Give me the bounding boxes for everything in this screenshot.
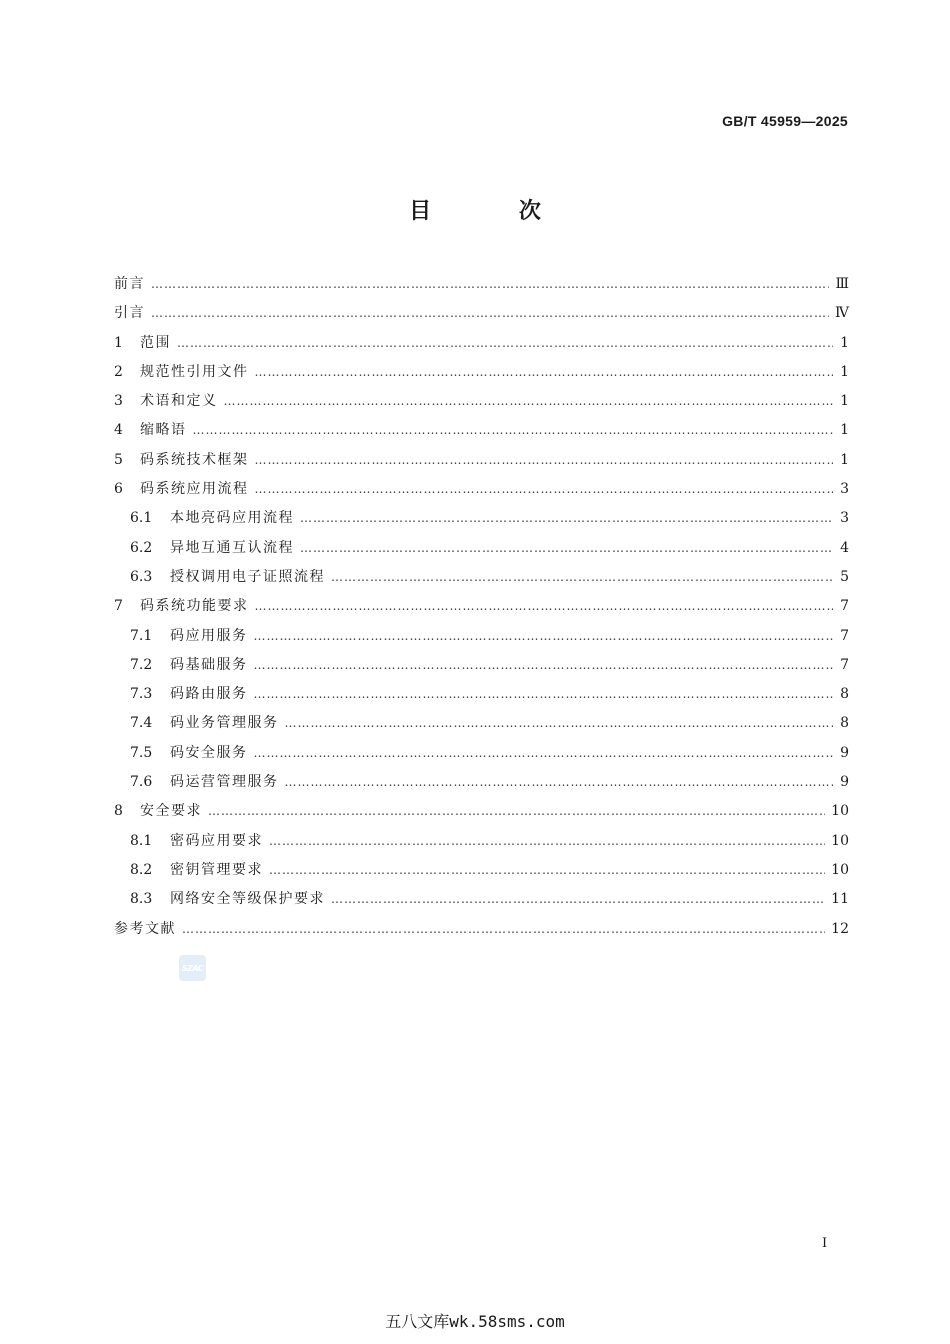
page-title: 目 次 xyxy=(409,199,581,224)
toc-entry-label: 码系统功能要求 xyxy=(140,598,249,615)
toc-entry-label: 范围 xyxy=(140,334,171,351)
toc-entry-number: 8.1 xyxy=(130,832,153,849)
toc-entry-page: 8 xyxy=(840,686,849,703)
toc-dot-leader xyxy=(331,563,833,592)
toc-entry-page: 1 xyxy=(840,422,849,439)
toc-dot-leader xyxy=(255,592,834,621)
toc-entry-label: 安全要求 xyxy=(140,803,202,820)
toc-entry[interactable] xyxy=(114,651,849,680)
toc-entry[interactable] xyxy=(114,446,849,475)
toc-entry[interactable] xyxy=(114,299,849,328)
toc-entry[interactable] xyxy=(114,387,849,416)
toc-entry[interactable] xyxy=(114,504,849,533)
toc-entry-page: 1 xyxy=(840,393,849,410)
toc-entry[interactable] xyxy=(114,358,849,387)
toc-entry-label: 异地互通互认流程 xyxy=(170,539,294,556)
toc-entry[interactable] xyxy=(114,915,849,944)
toc-entry[interactable] xyxy=(114,592,849,621)
table-of-contents xyxy=(114,270,849,944)
toc-dot-leader xyxy=(151,270,829,299)
toc-entry-page: 11 xyxy=(831,891,849,908)
toc-entry-page: 10 xyxy=(831,803,849,820)
toc-entry-number: 3 xyxy=(114,393,123,410)
toc-entry-label: 码运营管理服务 xyxy=(170,774,279,791)
toc-entry-label: 码系统应用流程 xyxy=(140,481,249,498)
toc-entry-number: 8.2 xyxy=(130,861,153,878)
toc-entry[interactable] xyxy=(114,563,849,592)
toc-entry-label: 码系统技术框架 xyxy=(140,451,249,468)
toc-entry-label: 网络安全等级保护要求 xyxy=(170,891,325,908)
toc-entry-page: Ⅲ xyxy=(835,276,849,292)
toc-dot-leader xyxy=(177,329,833,358)
toc-entry-page: Ⅳ xyxy=(835,305,849,322)
toc-entry-label: 码安全服务 xyxy=(170,744,248,761)
toc-dot-leader xyxy=(285,768,834,797)
toc-dot-leader xyxy=(254,739,834,768)
toc-entry-number: 7.6 xyxy=(130,774,153,791)
toc-entry[interactable] xyxy=(114,827,849,856)
toc-entry-number: 6 xyxy=(114,481,123,498)
toc-entry[interactable] xyxy=(114,270,849,299)
toc-entry-page: 1 xyxy=(840,334,849,351)
toc-dot-leader xyxy=(151,299,829,328)
toc-entry-page: 10 xyxy=(831,832,849,849)
toc-entry-label: 密码应用要求 xyxy=(170,832,263,849)
toc-entry-label: 授权调用电子证照流程 xyxy=(170,568,325,585)
toc-entry[interactable] xyxy=(114,329,849,358)
toc-entry[interactable] xyxy=(114,680,849,709)
toc-entry[interactable] xyxy=(114,856,849,885)
toc-entry-label: 密钥管理要求 xyxy=(170,861,263,878)
toc-entry-number: 7.5 xyxy=(130,744,153,761)
toc-entry-page: 10 xyxy=(831,861,849,878)
toc-entry-label: 码路由服务 xyxy=(170,686,248,703)
toc-entry-label: 规范性引用文件 xyxy=(140,363,249,380)
toc-entry-page: 4 xyxy=(840,539,849,556)
toc-dot-leader xyxy=(254,680,834,709)
toc-dot-leader xyxy=(331,885,825,914)
toc-entry-label: 码基础服务 xyxy=(170,656,248,673)
toc-entry-label: 前言 xyxy=(114,276,145,292)
toc-entry[interactable] xyxy=(114,475,849,504)
toc-entry[interactable] xyxy=(114,768,849,797)
toc-entry[interactable] xyxy=(114,797,849,826)
toc-entry-number: 1 xyxy=(114,334,123,351)
toc-entry[interactable] xyxy=(114,709,849,738)
toc-entry-label: 缩略语 xyxy=(140,422,187,439)
site-footer: 五八文库wk.58sms.com xyxy=(385,1312,565,1331)
toc-entry-number: 7 xyxy=(114,598,123,615)
toc-dot-leader xyxy=(224,387,834,416)
toc-entry-label: 码业务管理服务 xyxy=(170,715,279,732)
toc-entry-number: 8.3 xyxy=(130,891,153,908)
toc-entry-number: 7.2 xyxy=(130,656,153,673)
toc-entry-number: 8 xyxy=(114,803,123,820)
toc-entry-number: 5 xyxy=(114,451,123,468)
toc-dot-leader xyxy=(285,709,834,738)
toc-entry-page: 9 xyxy=(840,774,849,791)
toc-entry[interactable] xyxy=(114,885,849,914)
toc-dot-leader xyxy=(255,446,834,475)
toc-entry-label: 参考文献 xyxy=(114,920,176,937)
logo-text: SZAC xyxy=(181,963,204,973)
toc-entry-number: 7.1 xyxy=(130,627,153,644)
toc-entry-page: 7 xyxy=(840,627,849,644)
toc-dot-leader xyxy=(269,827,825,856)
toc-entry-page: 9 xyxy=(840,744,849,761)
toc-entry-number: 6.1 xyxy=(130,510,153,527)
toc-entry-label: 本地亮码应用流程 xyxy=(170,510,294,527)
toc-entry-number: 7.4 xyxy=(130,715,153,732)
toc-entry[interactable] xyxy=(114,739,849,768)
toc-entry-page: 1 xyxy=(840,363,849,380)
toc-entry-page: 7 xyxy=(840,656,849,673)
toc-entry-label: 术语和定义 xyxy=(140,393,218,410)
toc-dot-leader xyxy=(208,797,825,826)
toc-dot-leader xyxy=(182,915,825,944)
toc-entry-page: 1 xyxy=(840,451,849,468)
page-number: I xyxy=(822,1236,828,1251)
toc-entry-label: 引言 xyxy=(114,305,145,322)
toc-dot-leader xyxy=(255,475,834,504)
standard-number: GB/T 45959—2025 xyxy=(722,113,848,129)
toc-dot-leader xyxy=(254,622,834,651)
toc-entry-page: 12 xyxy=(831,920,849,937)
toc-entry-page: 7 xyxy=(840,598,849,615)
toc-entry-number: 6.2 xyxy=(130,539,153,556)
toc-entry-number: 7.3 xyxy=(130,686,153,703)
toc-dot-leader xyxy=(255,358,834,387)
toc-entry-number: 6.3 xyxy=(130,568,153,585)
toc-dot-leader xyxy=(300,504,833,533)
toc-entry-number: 4 xyxy=(114,422,123,439)
toc-dot-leader xyxy=(269,856,825,885)
toc-dot-leader xyxy=(254,651,834,680)
toc-entry-label: 码应用服务 xyxy=(170,627,248,644)
toc-entry[interactable] xyxy=(114,622,849,651)
toc-entry-page: 3 xyxy=(840,510,849,527)
toc-dot-leader xyxy=(300,534,833,563)
toc-dot-leader xyxy=(193,416,834,445)
toc-entry[interactable] xyxy=(114,416,849,445)
toc-entry-page: 5 xyxy=(840,568,849,585)
toc-entry[interactable] xyxy=(114,534,849,563)
toc-entry-page: 3 xyxy=(840,481,849,498)
toc-entry-number: 2 xyxy=(114,363,123,380)
szac-logo-icon xyxy=(179,955,206,981)
toc-entry-page: 8 xyxy=(840,715,849,732)
